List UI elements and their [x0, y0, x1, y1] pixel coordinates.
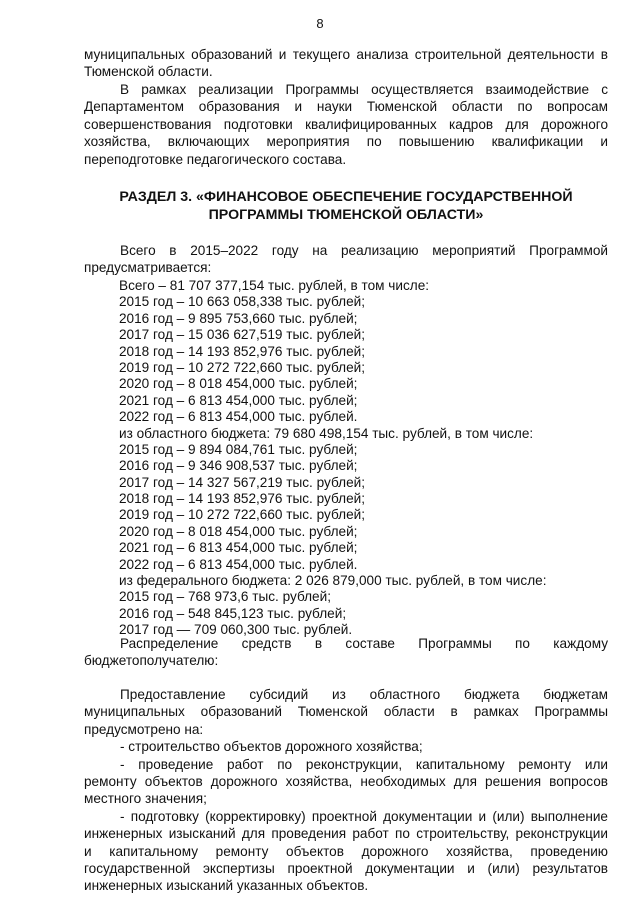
- text-line: государственной экспертизы проектной документации и (или) результатов: [84, 861, 608, 877]
- finance-line: 2016 год – 548 845,123 тыс. рублей;: [119, 605, 347, 621]
- text-line: совершенствования подготовки квалифицированных кадров для дорожного: [84, 116, 608, 132]
- page-number: 8: [316, 16, 324, 31]
- text-line: муниципальных образований и текущего анализа строительной деятельности в: [84, 47, 608, 62]
- finance-line: 2020 год – 8 018 454,000 тыс. рублей;: [119, 523, 358, 539]
- finance-line: из федерального бюджета: 2 026 879,000 тыс. рублей, в том числе:: [119, 573, 547, 589]
- intro-paragraph-2: [84, 81, 608, 168]
- text-line: переподготовке педагогического состава.: [84, 151, 347, 167]
- finance-line: 2017 год – 14 327 567,219 тыс. рублей;: [119, 474, 365, 490]
- heading-line: ПРОГРАММЫ ТЮМЕНСКОЙ ОБЛАСТИ»: [208, 207, 484, 223]
- text-line: Тюменской области.: [84, 64, 213, 80]
- finance-line: 2022 год – 6 813 454,000 тыс. рублей.: [119, 409, 358, 425]
- subsidies-paragraph: [84, 686, 608, 895]
- finance-line: 2015 год – 10 663 058,338 тыс. рублей;: [119, 294, 365, 310]
- finance-line: 2021 год – 6 813 454,000 тыс. рублей;: [119, 540, 358, 556]
- finance-line: 2016 год – 9 895 753,660 тыс. рублей;: [119, 310, 358, 326]
- finance-line: 2015 год – 9 894 084,761 тыс. рублей;: [119, 441, 358, 457]
- finance-intro: [84, 242, 608, 277]
- text-line: хозяйства, включающих мероприятия по повышению квалификации и: [84, 134, 608, 150]
- text-line: инженерных изысканий указанных объектов.: [84, 878, 369, 894]
- heading-line: РАЗДЕЛ 3. «ФИНАНСОВОЕ ОБЕСПЕЧЕНИЕ ГОСУДАРСТВЕННОЙ: [119, 189, 573, 205]
- text-line: бюджетополучателю:: [84, 653, 219, 669]
- text-line: Предоставление субсидий из областного бюджета бюджетам: [120, 687, 608, 702]
- text-line: Распределение средств в составе Программы по каждому: [120, 636, 608, 651]
- text-line: и капитальному ремонту объектов дорожного хозяйства, проведению: [84, 843, 608, 859]
- finance-line: 2017 год – 15 036 627,519 тыс. рублей;: [119, 327, 365, 343]
- list-item: - проведение работ по реконструкции, капитальному ремонту или: [120, 756, 608, 772]
- finance-line: 2018 год – 14 193 852,976 тыс. рублей;: [119, 491, 365, 507]
- text-line: В рамках реализации Программы осуществляется взаимодействие с: [120, 82, 608, 97]
- finance-line: 2019 год – 10 272 722,660 тыс. рублей;: [119, 507, 365, 523]
- intro-paragraph-1: [84, 46, 608, 81]
- finance-line: 2016 год – 9 346 908,537 тыс. рублей;: [119, 458, 358, 474]
- finance-line: 2019 год – 10 272 722,660 тыс. рублей;: [119, 359, 365, 375]
- text-line: местного значения;: [84, 791, 207, 807]
- finance-line: Всего – 81 707 377,154 тыс. рублей, в том числе:: [119, 278, 430, 293]
- finance-line: 2022 год – 6 813 454,000 тыс. рублей.: [119, 556, 358, 572]
- finance-line: 2015 год – 768 973,6 тыс. рублей;: [119, 589, 331, 605]
- finance-line: 2017 год — 709 060,300 тыс. рублей.: [119, 622, 353, 638]
- text-line: предусматривается:: [84, 260, 212, 276]
- distribution-paragraph: [84, 635, 608, 670]
- text-line: инженерных изысканий для проведения работ по строительству, реконструкции: [84, 826, 608, 842]
- text-line: муниципальных образований Тюменской области в рамках Программы: [84, 704, 608, 720]
- text-line: Департаментом образования и науки Тюменской области по вопросам: [84, 99, 608, 115]
- list-item: - подготовку (корректировку) проектной документации и (или) выполнение: [120, 808, 608, 824]
- finance-line: из областного бюджета: 79 680 498,154 тыс. рублей, в том числе:: [119, 425, 534, 441]
- text-line: ремонту объектов дорожного хозяйства, необходимых для решения вопросов: [84, 774, 608, 790]
- finance-list: [119, 277, 599, 638]
- finance-line: 2020 год – 8 018 454,000 тыс. рублей;: [119, 376, 358, 392]
- text-line: Всего в 2015–2022 году на реализацию мероприятий Программой: [120, 243, 608, 258]
- text-line: предусмотрено на:: [84, 721, 204, 737]
- section-heading: [84, 188, 608, 224]
- finance-line: 2018 год – 14 193 852,976 тыс. рублей;: [119, 343, 365, 359]
- list-item: - строительство объектов дорожного хозяйства;: [120, 739, 423, 755]
- finance-line: 2021 год – 6 813 454,000 тыс. рублей;: [119, 392, 358, 408]
